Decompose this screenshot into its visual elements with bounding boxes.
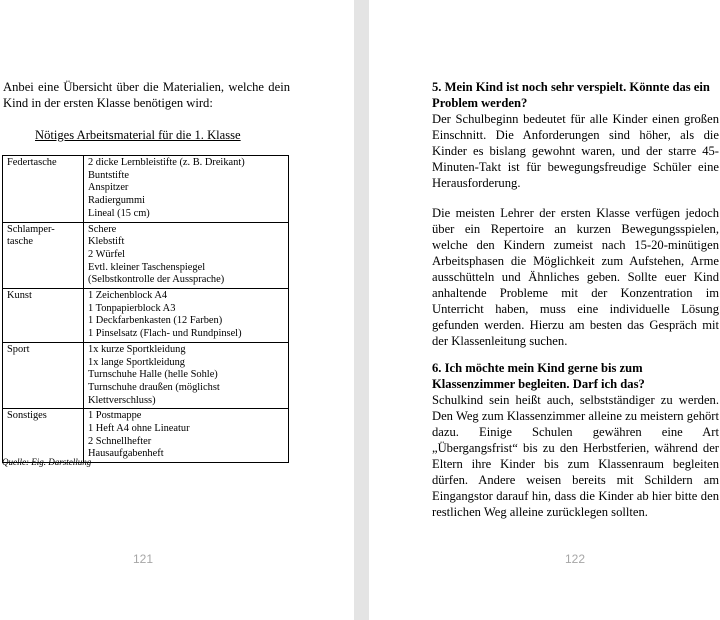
list-item: 1x kurze Sportkleidung	[88, 343, 186, 355]
list-item: 2 dicke Lernbleistifte (z. B. Dreikant)	[88, 157, 245, 168]
items-cell	[84, 289, 289, 343]
list-item: (Selbstkontrolle der Aussprache)	[88, 274, 225, 286]
materials-table	[2, 155, 289, 463]
list-item: Evtl. kleiner Taschenspiegel	[88, 261, 206, 273]
question-5-paragraph-2: Die meisten Lehrer der ersten Klasse verfügen jedoch über ein Repertoire an kurzen Bewegungsspielen, welche den Kindern zumeist nach 15-20-minütigen Arbeitsphasen die Möglichkeit zum Aufstehen, Arme ausschütteln und Ähnliches geben. Sollte euer Kind anhaltende Probleme mit der Konzentration im Unterricht haben, muss eine individuelle Lösung gefunden werden. Hierzu am besten das Gespräch mit der Klassenleitung suchen.	[432, 206, 719, 348]
list-item: 1 Postmappe	[88, 410, 142, 422]
items-cell	[84, 409, 289, 463]
list-item: Turnschuhe draußen (möglichst	[88, 381, 220, 393]
table-row	[3, 409, 289, 463]
question-5-paragraph-1: Der Schulbeginn bedeutet für alle Kinder einen großen Einschnitt. Die Anforderungen sind höher, als die Kinder es bislang gewohnt waren, und der starre 45-Minuten-Takt ist für bewegungsfreudige Schüler eine Herausforderung.	[432, 112, 719, 190]
list-item: 1 Tonpapierblock A3	[88, 302, 176, 314]
list-item: Klettverschluss)	[88, 394, 156, 406]
page-gutter	[354, 0, 369, 620]
category-cell: Sport	[3, 342, 84, 409]
table-row	[3, 289, 289, 343]
items-cell	[84, 156, 289, 223]
category-cell: Sonstiges	[3, 409, 84, 463]
list-item: 1 Deckfarbenkasten (12 Farben)	[88, 315, 223, 327]
list-item: Buntstifte	[88, 169, 129, 181]
right-page	[369, 0, 720, 620]
table-source-note: Quelle: Eig. Darstellung	[2, 457, 92, 467]
list-item: Lineal (15 cm)	[88, 207, 150, 219]
list-item: Anspitzer	[88, 182, 129, 194]
question-6-heading: 6. Ich möchte mein Kind gerne bis zum Klassenzimmer begleiten. Darf ich das?	[432, 361, 645, 391]
page-number: 121	[133, 552, 154, 566]
question-6-paragraph-1: Schulkind sein heißt auch, selbstständiger zu werden. Den Weg zum Klassenzimmer alleine zu meistern gehört dazu. Einige Schulen gewähren eine Art „Übergangsfrist“ bis zu den Herbstferien, während der Eltern ihre Kinder bis zum Klassenraum begleiten dürfen. Andere weisen bereits mit Schildern am Eingangstor darauf hin, dass die Kinder ab hier bitte den restlichen Weg alleine zurücklegen sollten.	[432, 393, 719, 519]
intro-paragraph: Anbei eine Übersicht über die Materialien, welche dein Kind in der ersten Klasse benötigen wird:	[3, 80, 290, 110]
list-item: 1 Heft A4 ohne Lineatur	[88, 423, 190, 435]
list-item: Hausaufgabenheft	[88, 448, 164, 460]
list-item: Radiergummi	[88, 195, 145, 207]
list-item: Schere	[88, 223, 117, 235]
category-cell: Schlamper-tasche	[3, 222, 84, 289]
category-cell: Federtasche	[3, 156, 84, 223]
list-item: 2 Schnellhefter	[88, 435, 152, 447]
table-row	[3, 342, 289, 409]
list-item: 1 Pinselsatz (Flach- und Rundpinsel)	[88, 328, 242, 340]
table-row	[3, 156, 289, 223]
items-cell	[84, 222, 289, 289]
page-number: 122	[565, 552, 586, 566]
items-cell	[84, 342, 289, 409]
list-item: Turnschuhe Halle (helle Sohle)	[88, 369, 218, 381]
category-cell: Kunst	[3, 289, 84, 343]
list-item: 1x lange Sportkleidung	[88, 356, 185, 368]
left-page	[0, 0, 354, 620]
list-item: 1 Zeichenblock A4	[88, 290, 168, 302]
list-item: Klebstift	[88, 236, 125, 248]
list-item: 2 Würfel	[88, 248, 126, 260]
table-row	[3, 222, 289, 289]
table-title: Nötiges Arbeitsmaterial für die 1. Klasse	[35, 128, 241, 142]
question-5-heading: 5. Mein Kind ist noch sehr verspielt. Könnte das ein Problem werden?	[432, 80, 710, 110]
